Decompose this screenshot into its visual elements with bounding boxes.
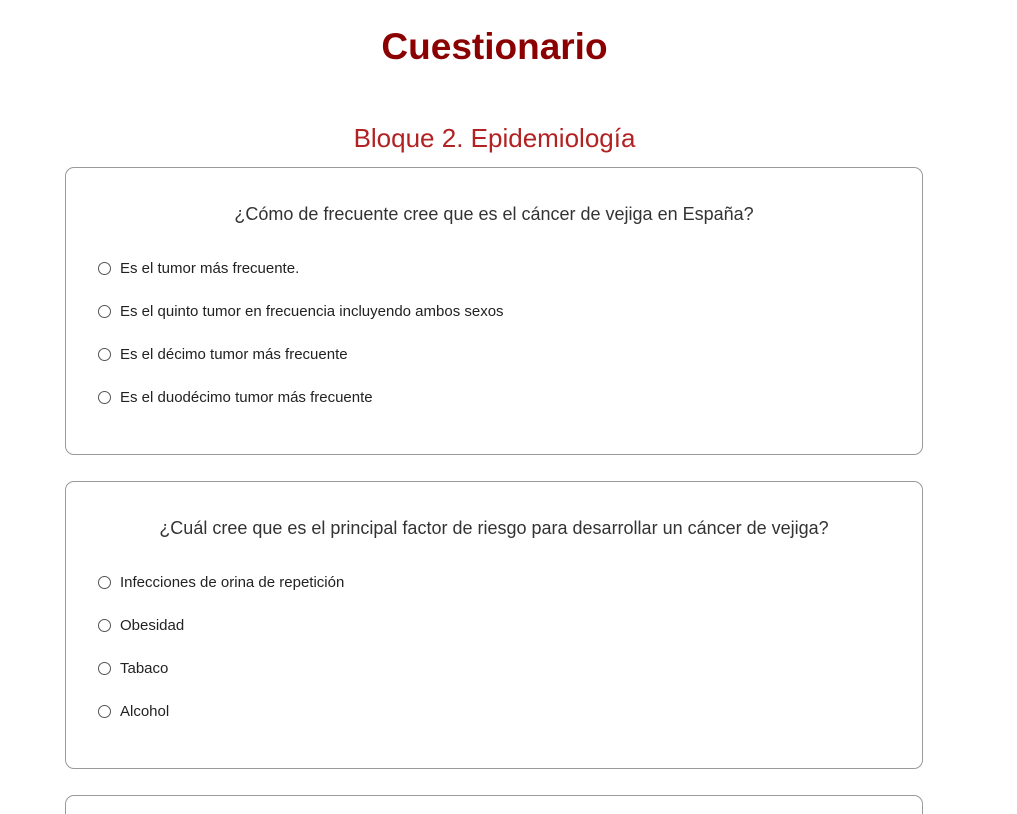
option-label[interactable]: Infecciones de orina de repetición — [120, 573, 345, 591]
answer-options — [98, 571, 344, 743]
radio-button-icon[interactable] — [98, 662, 111, 675]
answer-option[interactable] — [98, 700, 344, 722]
page-title: Cuestionario — [381, 26, 608, 67]
answer-option[interactable] — [98, 386, 504, 408]
answer-option[interactable] — [98, 657, 344, 679]
answer-option[interactable] — [98, 614, 344, 636]
question-card-1 — [65, 167, 923, 455]
option-label[interactable]: Es el tumor más frecuente. — [120, 259, 300, 277]
option-label[interactable]: Alcohol — [120, 702, 170, 720]
radio-button-icon[interactable] — [98, 348, 111, 361]
option-label[interactable]: Es el quinto tumor en frecuencia incluyendo ambos sexos — [120, 302, 504, 320]
answer-option[interactable] — [98, 257, 504, 279]
radio-button-icon[interactable] — [98, 576, 111, 589]
question-card-2 — [65, 481, 923, 769]
answer-option[interactable] — [98, 300, 504, 322]
option-label[interactable]: Es el décimo tumor más frecuente — [120, 345, 348, 363]
answer-option[interactable] — [98, 571, 344, 593]
radio-button-icon[interactable] — [98, 391, 111, 404]
radio-button-icon[interactable] — [98, 262, 111, 275]
radio-button-icon[interactable] — [98, 619, 111, 632]
radio-button-icon[interactable] — [98, 305, 111, 318]
question-card-3 — [65, 795, 923, 814]
option-label[interactable]: Tabaco — [120, 659, 169, 677]
radio-button-icon[interactable] — [98, 705, 111, 718]
answer-option[interactable] — [98, 343, 504, 365]
question-text: ¿Cuál cree que es el principal factor de riesgo para desarrollar un cáncer de vejiga? — [159, 518, 829, 538]
question-text: ¿Cómo de frecuente cree que es el cáncer de vejiga en España? — [234, 204, 754, 224]
answer-options — [98, 257, 504, 429]
block-title: Bloque 2. Epidemiología — [353, 123, 636, 153]
option-label[interactable]: Es el duodécimo tumor más frecuente — [120, 388, 373, 406]
option-label[interactable]: Obesidad — [120, 616, 185, 634]
